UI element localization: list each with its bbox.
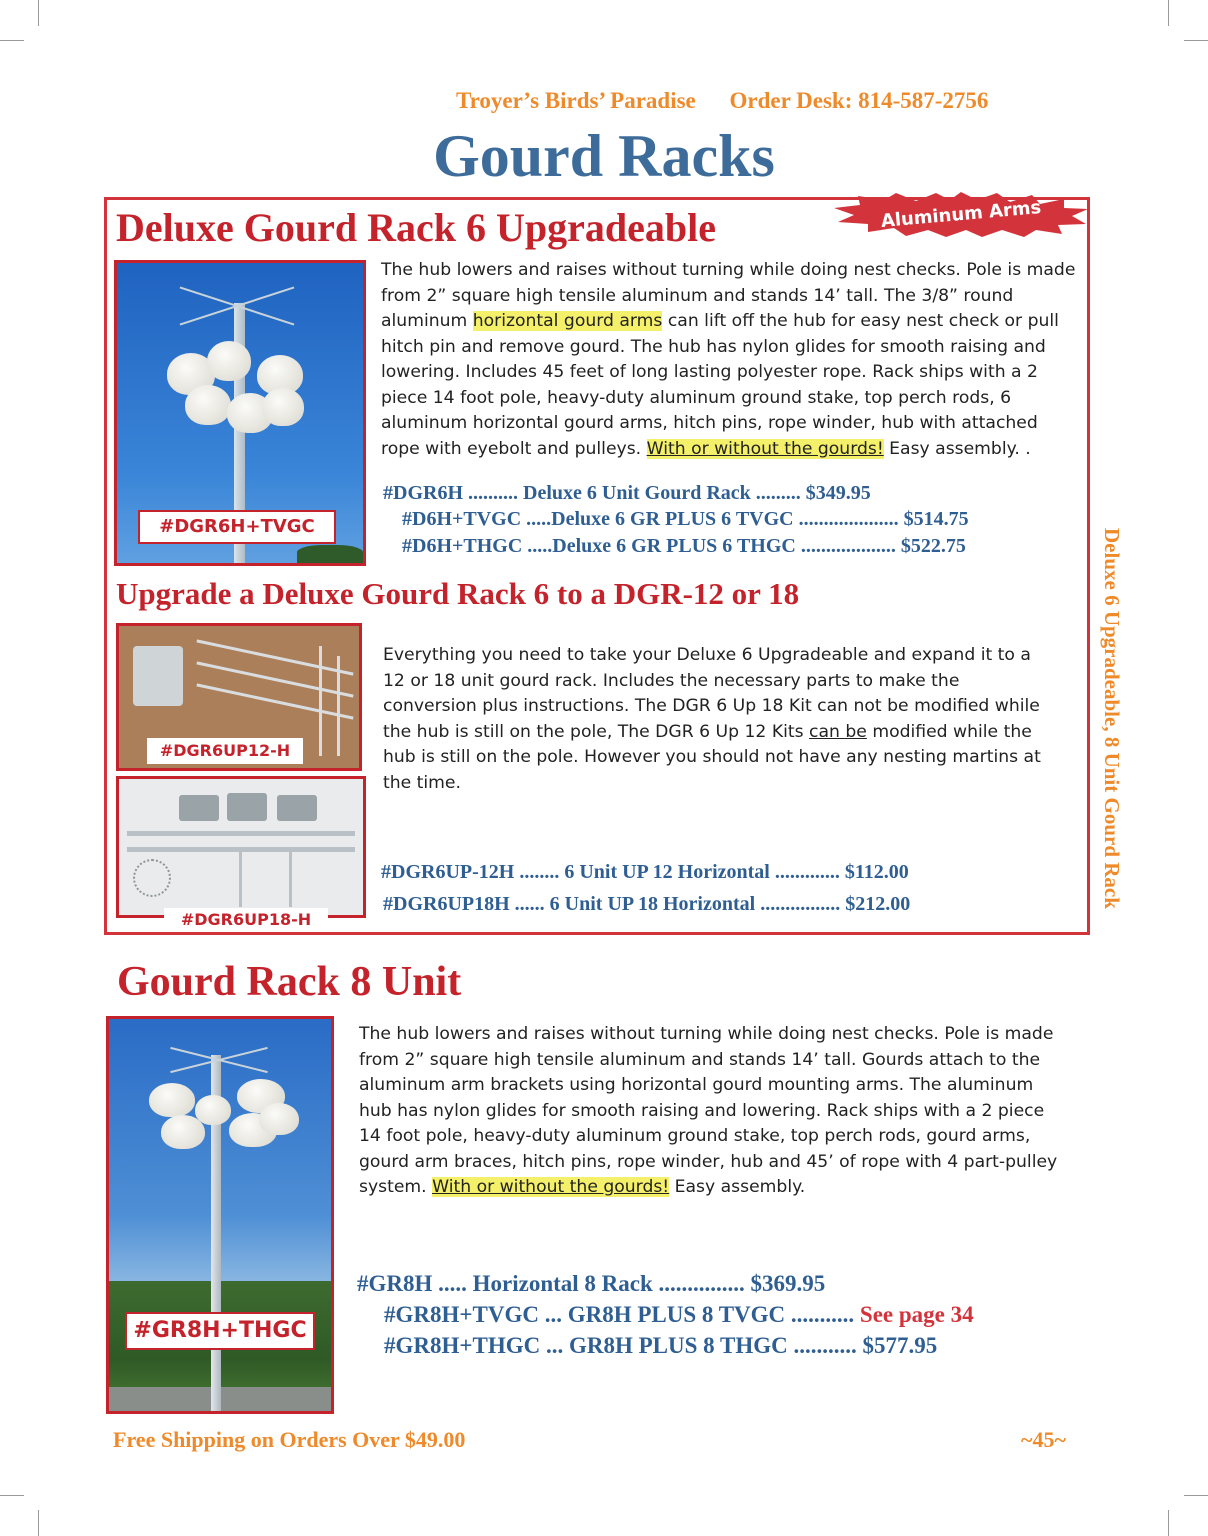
price-line: #GR8H+TVGC ... GR8H PLUS 8 TVGC ........... See page 34 <box>384 1302 974 1327</box>
upgrade-18-photo <box>116 776 366 918</box>
price-line: #GR8H+THGC ... GR8H PLUS 8 THGC ........... $577.95 <box>384 1333 938 1358</box>
price-line: #DGR6UP-12H ........ 6 Unit UP 12 Horizontal ............. $112.00 <box>381 861 909 883</box>
crop-mark <box>38 0 39 26</box>
deluxe-description: The hub lowers and raises without turning while doing nest checks. Pole is made from 2” square high tensile aluminum and stands 14’ tall. The 3/8” round aluminum horizontal gourd arms can lift off the hub for easy nest check or pull hitch pin and remove gourd. The hub has nylon glides for smooth raising and lowering. Includes 45 feet of long lasting polyester rope. Rack ships with a 2 piece 14 foot pole, heavy-duty aluminum ground stake, top perch rods, 6 aluminum horizontal gourd arms, hitch pins, rope winder, hub with attached rope with eyebolt and pulleys. With or without the gourds! Easy assembly. . <box>381 260 1076 459</box>
rack8-description: The hub lowers and raises without turning while doing nest checks. Pole is made from 2” square high tensile aluminum and stands 14’ tall. Gourds attach to the aluminum arm brackets using horizontal gourd mounting arms. The aluminum hub has nylon glides for smooth raising and lowering. Rack ships with a 2 piece 14 foot pole, heavy-duty aluminum ground stake, top perch rods, gourd arms, gourd arm braces, hitch pins, rope winder, hub and 45’ of rope with 4 part-pulley system. With or without the gourds! Easy assembly. <box>359 1024 1058 1197</box>
upgrade-description: Everything you need to take your Deluxe 6 Upgradeable and expand it to a 12 or 18 unit gourd rack. Includes the necessary parts to make the conversion plus instructions. The DGR 6 Up 18 Kit can not be modified while the hub is still on the pole, The DGR 6 Up 12 Kits can be modified while the hub is still on the pole. However you should not have any nesting martins at the time. <box>383 645 1041 793</box>
crop-mark <box>1168 1510 1169 1536</box>
price-line: #DGR6H .......... Deluxe 6 Unit Gourd Rack ......... $349.95 <box>383 482 871 504</box>
page-header <box>456 88 1016 114</box>
price-line: #D6H+TVGC .....Deluxe 6 GR PLUS 6 TVGC .................... $514.75 <box>402 508 969 530</box>
highlight-text: With or without the gourds! <box>646 438 884 459</box>
crop-mark <box>1184 40 1208 41</box>
rack8-section-title: Gourd Rack 8 Unit <box>117 959 462 1005</box>
deluxe-section-title: Deluxe Gourd Rack 6 Upgradeable <box>116 205 716 250</box>
page-title: Gourd Racks <box>433 123 775 189</box>
upgrade-section-title: Upgrade a Deluxe Gourd Rack 6 to a DGR-12 or 18 <box>116 576 800 611</box>
deluxe-photo-label: #DGR6H+TVGC <box>138 510 336 544</box>
company-name: Troyer’s Birds’ Paradise <box>456 88 696 113</box>
footer-shipping: Free Shipping on Orders Over $49.00 <box>113 1427 466 1452</box>
order-desk: Order Desk: 814-587-2756 <box>729 88 989 113</box>
aluminum-arms-badge <box>832 190 1090 238</box>
crop-mark <box>1184 1495 1208 1496</box>
see-page-link: See page 34 <box>859 1302 974 1327</box>
crop-mark <box>38 1510 39 1536</box>
rack8-photo <box>106 1016 334 1414</box>
price-line: #DGR6UP18H ...... 6 Unit UP 18 Horizontal ................ $212.00 <box>383 893 911 915</box>
side-title: Deluxe 6 Upgradeable, 8 Unit Gourd Rack <box>1100 528 1124 909</box>
upgrade-12-label: #DGR6UP12-H <box>147 738 303 764</box>
rack8-photo-label: #GR8H+THGC <box>125 1312 315 1350</box>
price-line: #GR8H ..... Horizontal 8 Rack ............... $369.95 <box>357 1271 826 1296</box>
crop-mark <box>0 1495 24 1496</box>
page-number: ~45~ <box>1021 1427 1066 1452</box>
price-line: #D6H+THGC .....Deluxe 6 GR PLUS 6 THGC ................... $522.75 <box>402 535 966 557</box>
upgrade-18-label: #DGR6UP18-H <box>164 908 328 932</box>
highlight-text: horizontal gourd arms <box>472 311 663 331</box>
highlight-text: With or without the gourds! <box>432 1177 670 1197</box>
badge-text: Aluminum Arms <box>880 197 1043 232</box>
crop-mark <box>1168 0 1169 26</box>
crop-mark <box>0 40 24 41</box>
